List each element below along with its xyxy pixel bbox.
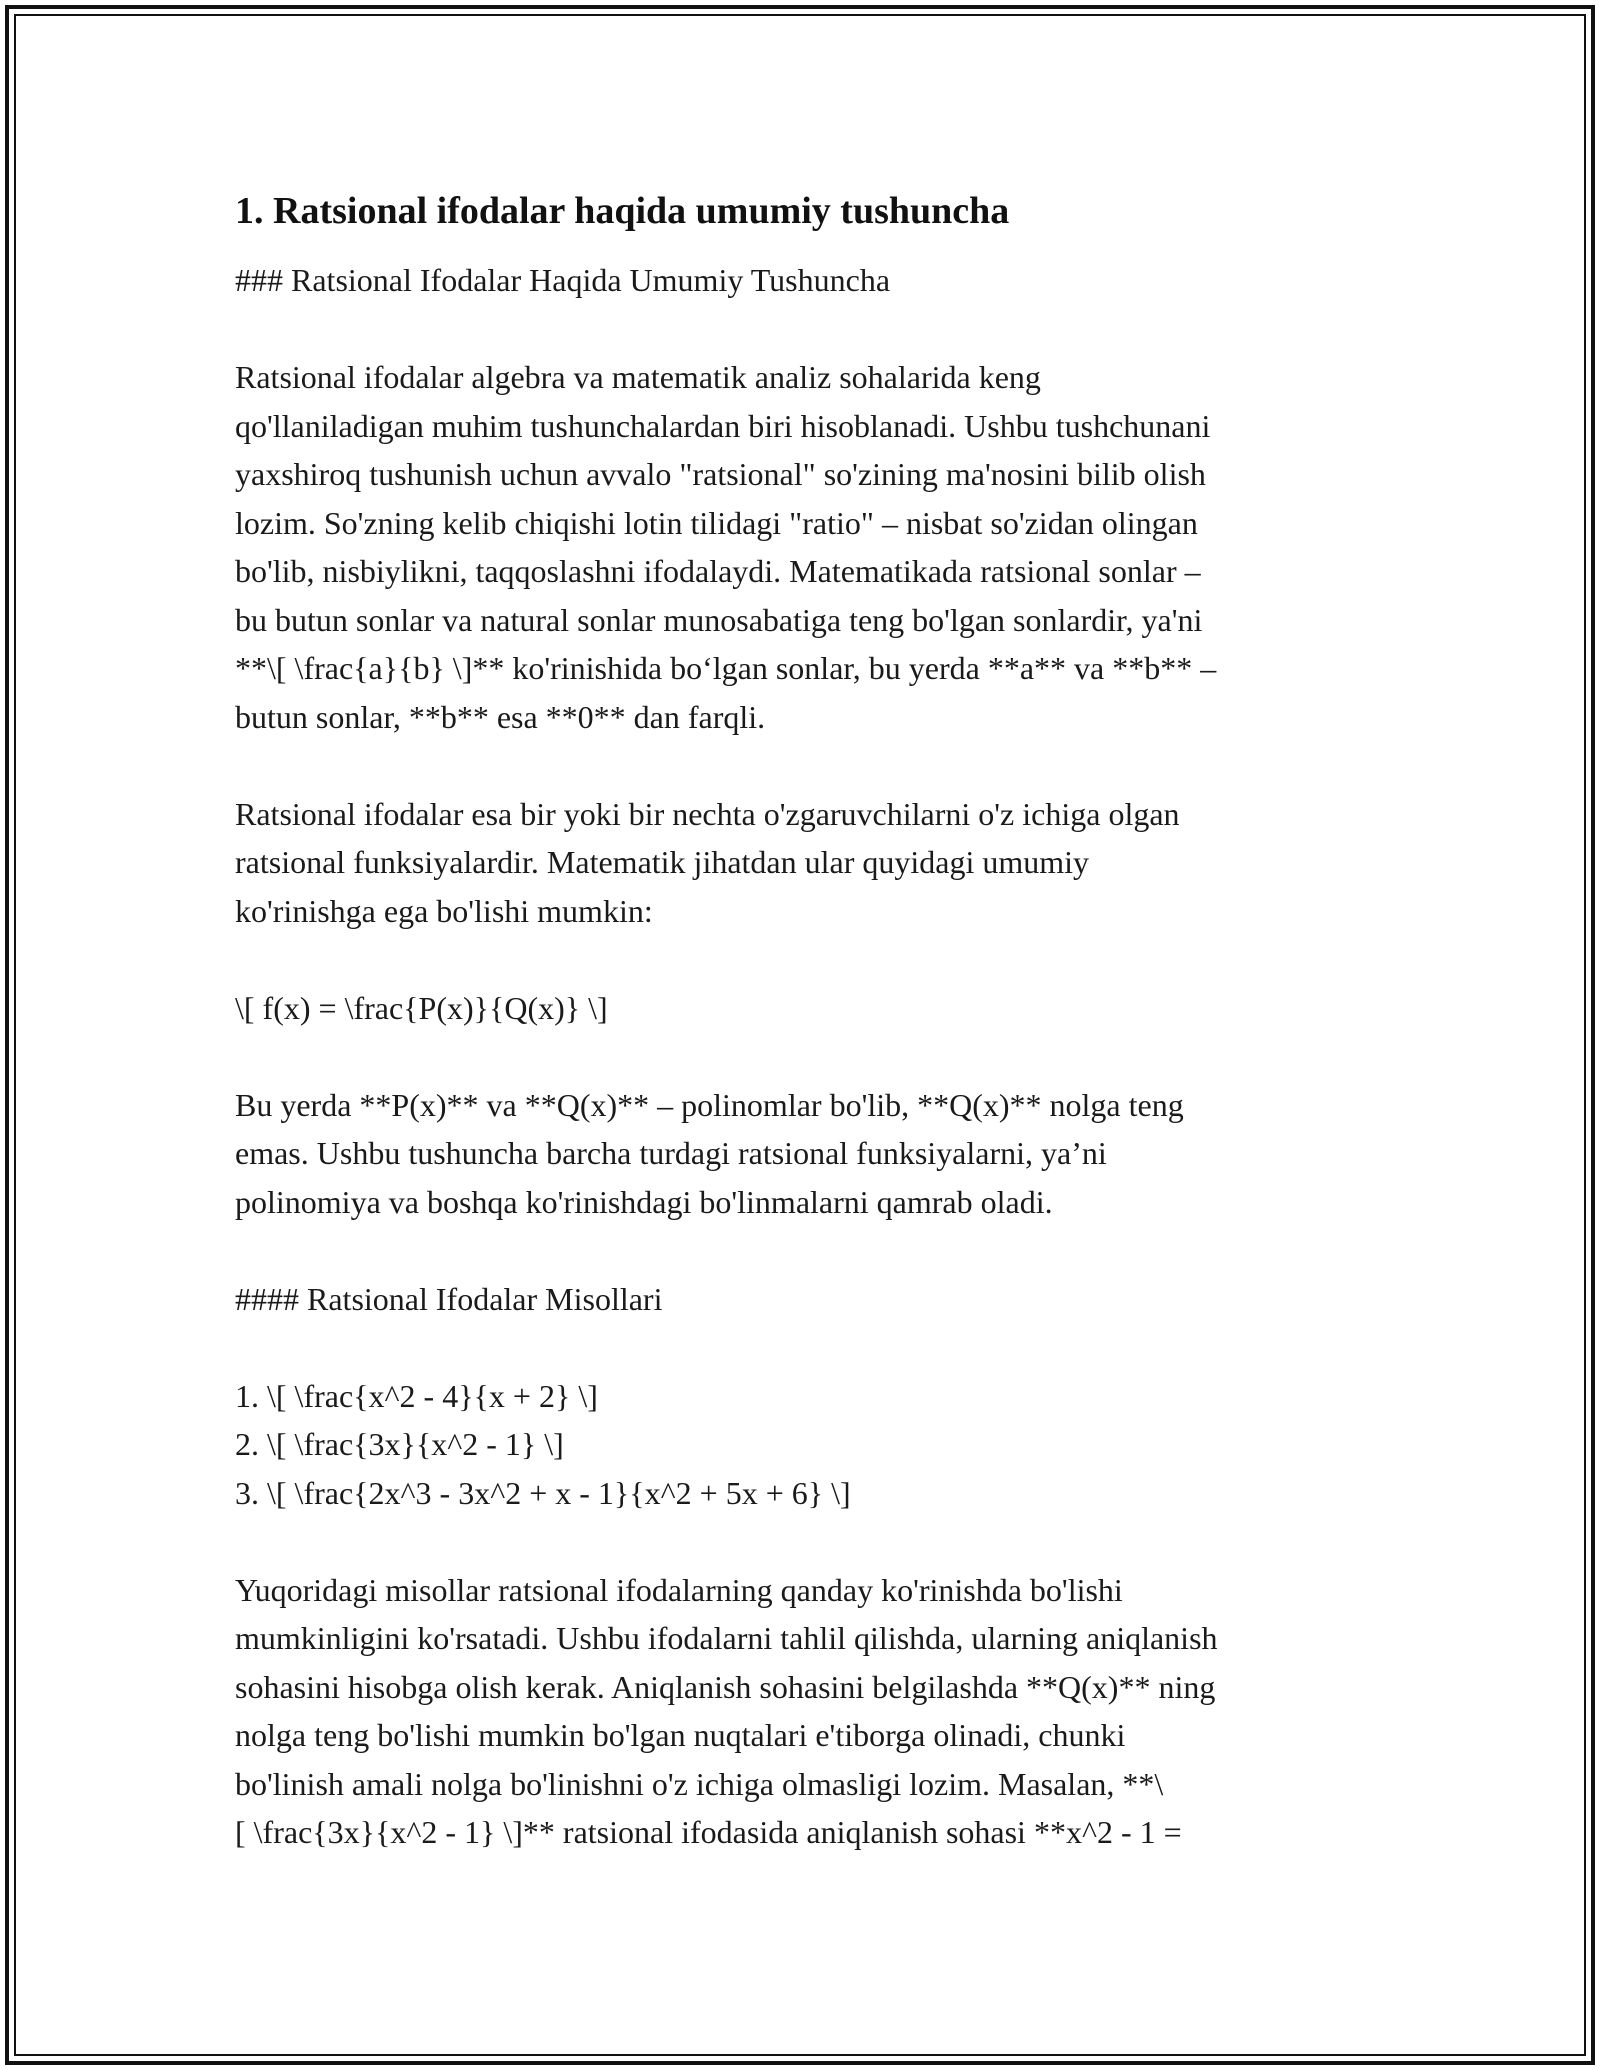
examples-list xyxy=(235,1372,1385,1518)
text-line: lozim. So'zning kelib chiqishi lotin tilidagi "ratio" – nisbat so'zidan olingan xyxy=(235,504,1198,541)
paragraph-domain xyxy=(235,1566,1385,1857)
text-line: yaxshiroq tushunish uchun avvalo "ratsional" so'zining ma'nosini bilib olish xyxy=(235,456,1206,492)
paragraph-gap xyxy=(235,1226,1385,1275)
text-line: bo'linish amali nolga bo'linishni o'z ichiga olmasligi lozim. Masalan, **\ xyxy=(235,1765,1164,1802)
paragraph-gap xyxy=(235,741,1385,790)
text-line: Ratsional ifodalar esa bir yoki bir nechta o'zgaruvchilarni o'z ichiga olgan xyxy=(235,795,1180,832)
paragraph-gap xyxy=(235,305,1385,354)
paragraph-polynomials xyxy=(235,1081,1385,1227)
paragraph-definition xyxy=(235,353,1385,741)
text-line: mumkinligini ko'rsatadi. Ushbu ifodalarni tahlil qilishda, ularning aniqlanish xyxy=(235,1620,1218,1656)
example-item: 2. \[ \frac{3x}{x^2 - 1} \] xyxy=(235,1426,564,1462)
document-title: 1. Ratsional ifodalar haqida umumiy tushuncha xyxy=(235,190,1010,232)
text-line: nolga teng bo'lishi mumkin bo'lgan nuqtalari e'tiborga olinadi, chunki xyxy=(235,1717,1126,1753)
paragraph-gap xyxy=(235,1032,1385,1081)
text-line: qo'llaniladigan muhim tushunchalardan biri hisoblanadi. Ushbu tushchunani xyxy=(235,407,1211,444)
text-line: **\[ \frac{a}{b} \]** ko'rinishida bo‘lgan sonlar, bu yerda **a** va **b** – xyxy=(235,650,1217,686)
paragraph-gap xyxy=(235,1517,1385,1566)
examples-heading: #### Ratsional Ifodalar Misollari xyxy=(235,1280,663,1317)
document-body xyxy=(235,186,1385,1857)
text-line: Ratsional ifodalar algebra va matematik analiz sohalarida keng xyxy=(235,359,1041,395)
text-line: bo'lib, nisbiylikni, taqqoslashni ifodalaydi. Matematikada ratsional sonlar – xyxy=(235,553,1201,589)
text-line: Yuqoridagi misollar ratsional ifodalarning qanday ko'rinishda bo'lishi xyxy=(235,1571,1123,1608)
text-line: ratsional funksiyalardir. Matematik jihatdan ular quyidagi umumiy xyxy=(235,844,1090,880)
section-subheading: ### Ratsional Ifodalar Haqida Umumiy Tushuncha xyxy=(235,262,891,298)
example-item: 3. \[ \frac{2x^3 - 3x^2 + x - 1}{x^2 + 5x + 6} \] xyxy=(235,1474,851,1511)
text-line: ko'rinishga ega bo'lishi mumkin: xyxy=(235,892,653,929)
example-item: 1. \[ \frac{x^2 - 4}{x + 2} \] xyxy=(235,1377,598,1414)
text-line: bu butun sonlar va natural sonlar munosabatiga teng bo'lgan sonlardir, ya'ni xyxy=(235,601,1203,638)
paragraph-gap xyxy=(235,1323,1385,1372)
text-line: Bu yerda **P(x)** va **Q(x)** – polinomlar bo'lib, **Q(x)** nolga teng xyxy=(235,1086,1184,1123)
paragraph-gap xyxy=(235,935,1385,984)
text-line: butun sonlar, **b** esa **0** dan farqli. xyxy=(235,698,766,735)
text-line: sohasini hisobga olish kerak. Aniqlanish sohasini belgilashda **Q(x)** ning xyxy=(235,1668,1216,1705)
general-formula: \[ f(x) = \frac{P(x)}{Q(x)} \] xyxy=(235,989,608,1026)
text-line: polinomiya va boshqa ko'rinishdagi bo'linmalarni qamrab oladi. xyxy=(235,1183,1053,1220)
paragraph-rational-expressions xyxy=(235,790,1385,936)
text-line: emas. Ushbu tushuncha barcha turdagi ratsional funksiyalarni, ya’ni xyxy=(235,1135,1107,1171)
text-line: [ \frac{3x}{x^2 - 1} \]** ratsional ifodasida aniqlanish sohasi **x^2 - 1 = xyxy=(235,1814,1182,1850)
